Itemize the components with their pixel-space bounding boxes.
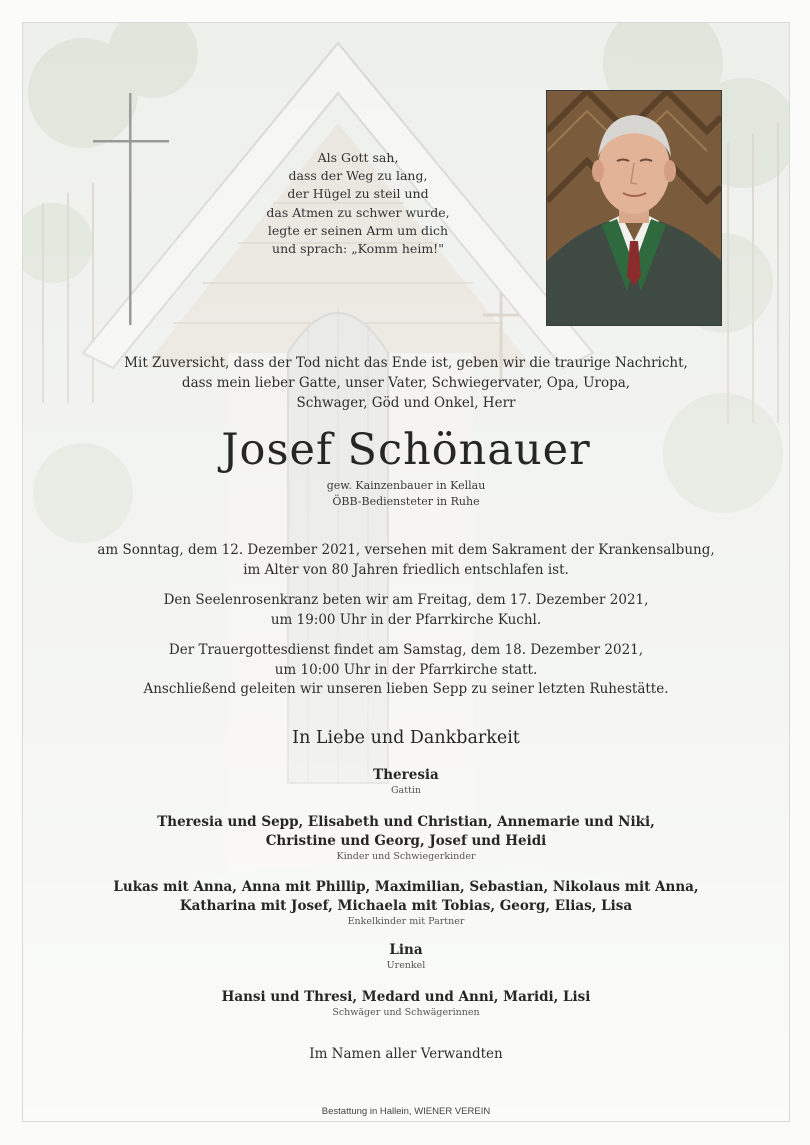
service-line: Anschließend geleiten wir unseren lieben Sepp zu seiner letzten Ruhestätte. bbox=[143, 681, 669, 697]
death-line: im Alter von 80 Jahren friedlich entschlafen ist. bbox=[243, 561, 569, 578]
funeral-home-footer: Bestattung in Hallein, WIENER VEREIN bbox=[321, 1106, 491, 1117]
portrait-photo bbox=[546, 90, 722, 326]
service-line: um 10:00 Uhr in der Pfarrkirche statt. bbox=[274, 661, 538, 678]
poem-line: Als Gott sah, bbox=[317, 150, 399, 165]
death-line: am Sonntag, dem 12. Dezember 2021, versehen mit dem Sakrament der Krankensalbung, bbox=[97, 542, 715, 558]
mourner-relation: Schwäger und Schwägerinnen bbox=[332, 1007, 480, 1018]
service-line: Der Trauergottesdienst findet am Samstag, dem 18. Dezember 2021, bbox=[168, 642, 644, 658]
mourner-relation: Enkelkinder mit Partner bbox=[347, 916, 465, 927]
poem-line: das Atmen zu schwer wurde, bbox=[266, 204, 450, 220]
mourner-group-great-grandchild bbox=[23, 941, 789, 972]
mourners-heading: In Liebe und Dankbarkeit bbox=[292, 728, 520, 748]
mourner-names: Theresia und Sepp, Elisabeth und Christian, Annemarie und Niki, bbox=[157, 814, 655, 830]
memorial-poem bbox=[238, 149, 478, 258]
intro-line: Schwager, Göd und Onkel, Herr bbox=[296, 395, 516, 411]
poem-line: der Hügel zu steil und bbox=[287, 186, 429, 202]
portrait-illustration bbox=[547, 91, 721, 325]
deceased-details bbox=[23, 478, 789, 510]
death-notice bbox=[23, 541, 789, 580]
rosary-notice bbox=[23, 591, 789, 630]
poem-line: dass der Weg zu lang, bbox=[288, 168, 428, 184]
poem-line: legte er seinen Arm um dich bbox=[267, 222, 449, 238]
mourner-names: Lukas mit Anna, Anna mit Phillip, Maximilian, Sebastian, Nikolaus mit Anna, bbox=[113, 879, 699, 895]
rosary-line: um 19:00 Uhr in der Pfarrkirche Kuchl. bbox=[270, 611, 542, 628]
deceased-name: Josef Schönauer bbox=[221, 425, 591, 475]
intro-line: dass mein lieber Gatte, unser Vater, Schwiegervater, Opa, Uropa, bbox=[181, 375, 631, 391]
mourner-names: Katharina mit Josef, Michaela mit Tobias, Georg, Elias, Lisa bbox=[179, 898, 633, 914]
mourner-names: Lina bbox=[389, 942, 423, 958]
funeral-service-notice bbox=[23, 641, 789, 700]
detail-line: gew. Kainzenbauer in Kellau bbox=[326, 479, 486, 492]
mourner-names: Hansi und Thresi, Medard und Anni, Maridi, Lisi bbox=[221, 989, 591, 1005]
mourner-relation: Gattin bbox=[390, 785, 422, 796]
announcement-intro bbox=[67, 353, 745, 413]
obituary-frame bbox=[22, 22, 790, 1122]
mourner-group-grandchildren bbox=[23, 878, 789, 928]
mourner-relation: Kinder und Schwiegerkinder bbox=[336, 851, 476, 862]
closing-line: Im Namen aller Verwandten bbox=[309, 1046, 503, 1062]
intro-line: Mit Zuversicht, dass der Tod nicht das Ende ist, geben wir die traurige Nachricht, bbox=[124, 355, 688, 371]
mourner-names: Theresia bbox=[373, 767, 439, 783]
mourner-group-spouse bbox=[23, 766, 789, 797]
mourner-names: Christine und Georg, Josef und Heidi bbox=[265, 833, 547, 849]
cross-icon bbox=[93, 93, 169, 333]
rosary-line: Den Seelenrosenkranz beten wir am Freitag, dem 17. Dezember 2021, bbox=[163, 592, 649, 608]
poem-line: und sprach: „Komm heim!" bbox=[272, 241, 444, 257]
detail-line: ÖBB-Bediensteter in Ruhe bbox=[332, 495, 480, 508]
mourner-group-children bbox=[23, 813, 789, 863]
mourner-group-in-laws bbox=[23, 988, 789, 1019]
mourner-relation: Urenkel bbox=[386, 960, 426, 971]
